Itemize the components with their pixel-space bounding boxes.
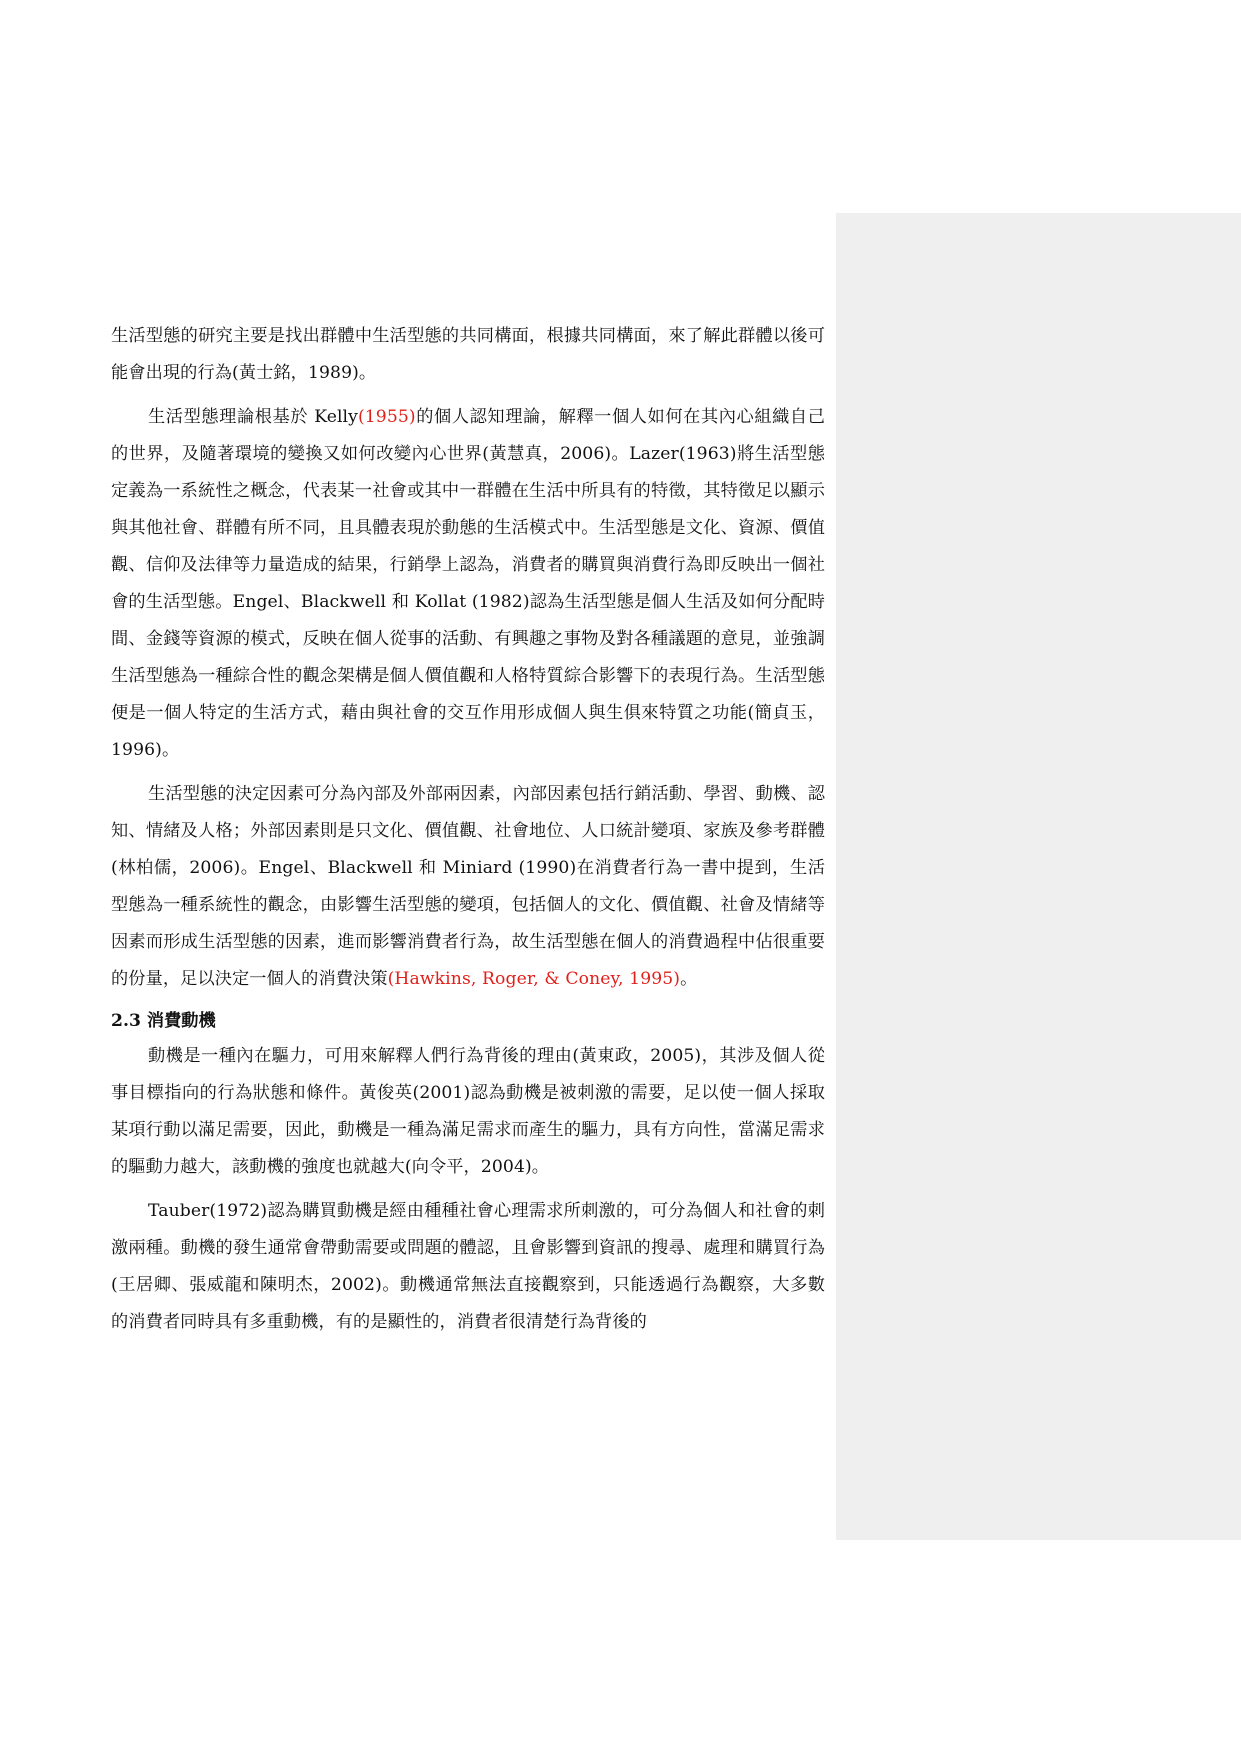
paragraph-1-text: 生活型態的研究主要是找出群體中生活型態的共同構面，根據共同構面，來了解此群體以後可能會出現的行為(黃士銘，1989)。 <box>111 326 825 383</box>
paragraph-5-text: Tauber(1972)認為購買動機是經由種種社會心理需求所刺激的，可分為個人和社會的刺激兩種。動機的發生通常會帶動需要或問題的體認，且會影響到資訊的搜尋、處理和購買行為(王居卿、張威龍和陳明杰，2002)。動機通常無法直接觀察到，只能透過行為觀察，大多數的消費者同時具有多重動機，有的是顯性的，消費者很清楚行為背後的 <box>111 1201 825 1332</box>
document-body <box>111 318 825 1341</box>
paragraph-2 <box>111 399 825 769</box>
paragraph-4 <box>111 1038 825 1186</box>
comment-pane <box>836 213 1241 1540</box>
paragraph-2-text-after: 的個人認知理論，解釋一個人如何在其內心組織自己的世界，及隨著環境的變換又如何改變內心世界(黃慧真，2006)。Lazer(1963)將生活型態定義為一系統性之概念，代表某一社會或其中一群體在生活中所具有的特徵，其特徵足以顯示與其他社會、群體有所不同，且具體表現於動態的生活模式中。生活型態是文化、資源、價值觀、信仰及法律等力量造成的結果，行銷學上認為，消費者的購買與消費行為即反映出一個社會的生活型態。Engel、Blackwell 和 Kollat (1982)認為生活型態是個人生活及如何分配時間、金錢等資源的模式，反映在個人從事的活動、有興趣之事物及對各種議題的意見，並強調生活型態為一種綜合性的觀念架構是個人價值觀和人格特質綜合影響下的表現行為。生活型態便是一個人特定的生活方式，藉由與社會的交互作用形成個人與生俱來特質之功能(簡貞玉，1996)。 <box>111 407 825 760</box>
paragraph-1 <box>111 318 825 392</box>
paragraph-4-text: 動機是一種內在驅力，可用來解釋人們行為背後的理由(黃東政，2005)，其涉及個人從事目標指向的行為狀態和條件。黃俊英(2001)認為動機是被刺激的需要，足以使一個人採取某項行動以滿足需要，因此，動機是一種為滿足需求而產生的驅力，具有方向性，當滿足需求的驅動力越大，該動機的強度也就越大(向令平，2004)。 <box>111 1046 825 1177</box>
paragraph-2-citation-red: (1955) <box>357 407 416 427</box>
paragraph-5 <box>111 1193 825 1341</box>
paragraph-3-citation-red: (Hawkins, Roger, & Coney, 1995) <box>387 969 681 989</box>
paragraph-3 <box>111 776 825 998</box>
paragraph-2-text-before: 生活型態理論根基於 Kelly <box>148 407 358 427</box>
paragraph-3-text-before: 生活型態的決定因素可分為內部及外部兩因素，內部因素包括行銷活動、學習、動機、認知、情緒及人格；外部因素則是只文化、價值觀、社會地位、人口統計變項、家族及參考群體(林柏儒，2006)。Engel、Blackwell 和 Miniard (1990)在消費者行為一書中提到，生活型態為一種系統性的觀念，由影響生活型態的變項，包括個人的文化、價值觀、社會及情緒等因素而形成生活型態的因素，進而影響消費者行為，故生活型態在個人的消費過程中佔很重要的份量，足以決定一個人的消費決策 <box>111 784 825 989</box>
paragraph-3-text-after: 。 <box>680 969 698 989</box>
section-heading: 2.3 消費動機 <box>111 1011 216 1031</box>
